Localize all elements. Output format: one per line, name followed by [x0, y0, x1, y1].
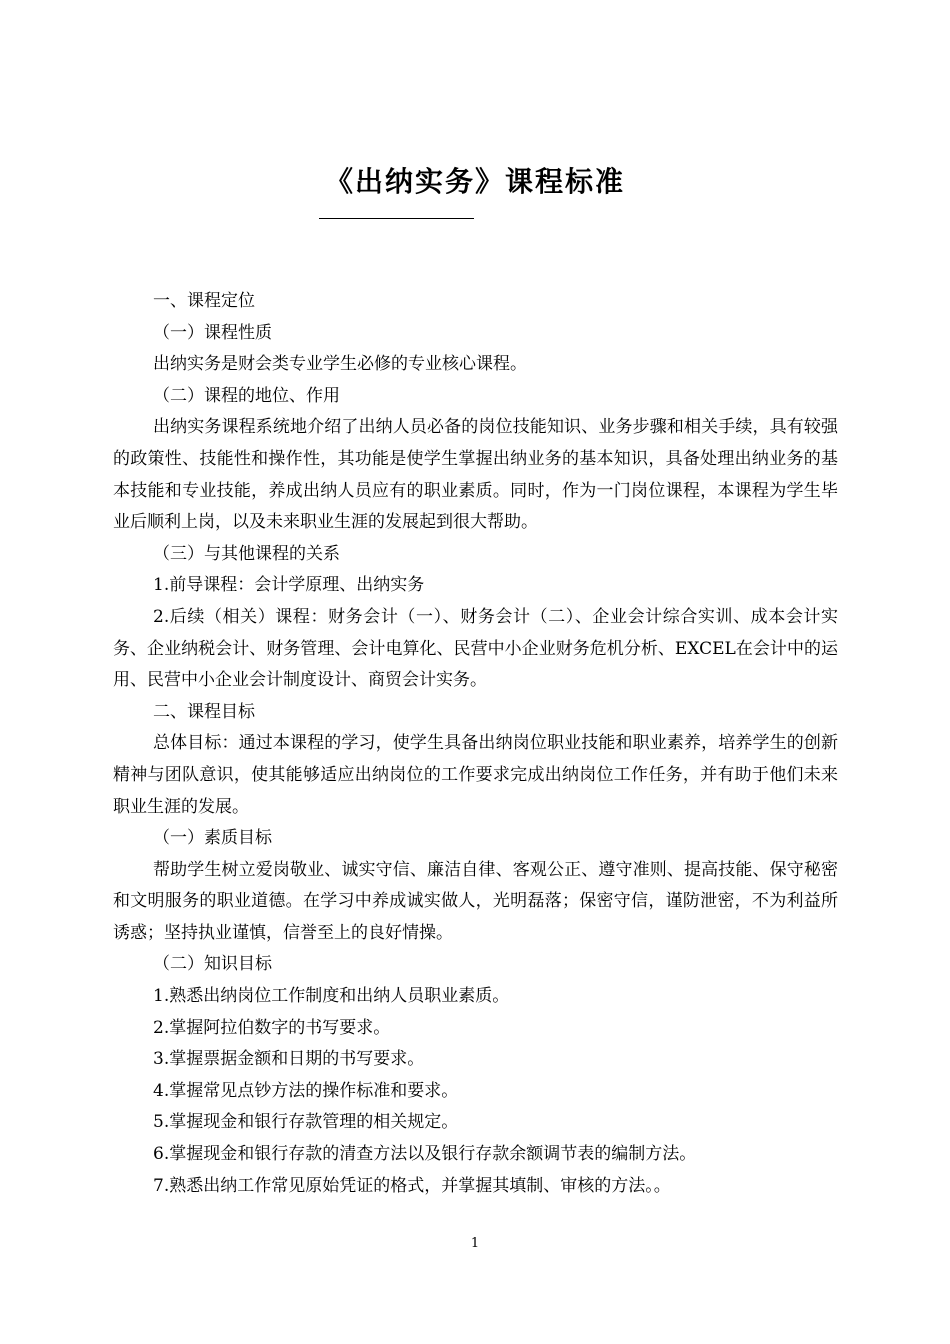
paragraph-overall-objective: 总体目标：通过本课程的学习，使学生具备出纳岗位职业技能和职业素养，培养学生的创新精神与团队意识，使其能够适应出纳岗位的工作要求完成出纳岗位工作任务，并有助于他们未来职业生涯的发展。: [113, 733, 838, 817]
title-underline: [319, 218, 474, 219]
page-number: 1: [470, 1236, 480, 1251]
paragraph-quality-objectives: 帮助学生树立爱岗敬业、诚实守信、廉洁自律、客观公正、遵守准则、提高技能、保守秘密和文明服务的职业道德。在学习中养成诚实做人，光明磊落；保密守信，谨防泄密，不为利益所诱惑；坚持执业谨慎，信誉至上的良好情操。: [113, 859, 838, 943]
list-item-prerequisite-courses: 1.前导课程：会计学原理、出纳实务: [153, 575, 425, 596]
section-heading-course-positioning: 一、课程定位: [153, 291, 255, 311]
list-item-knowledge-7: 7.熟悉出纳工作常见原始凭证的格式，并掌握其填制、审核的方法。。: [153, 1175, 671, 1196]
paragraph-course-role: 出纳实务课程系统地介绍了出纳人员必备的岗位技能知识、业务步骤和相关手续，具有较强的政策性、技能性和操作性，其功能是使学生掌握出纳业务的基本知识，具备处理出纳业务的基本技能和专业技能，养成出纳人员应有的职业素质。同时，作为一门岗位课程，本课程为学生毕业后顺利上岗，以及未来职业生涯的发展起到很大帮助。: [113, 417, 838, 533]
list-item-knowledge-5: 5.掌握现金和银行存款管理的相关规定。: [153, 1112, 459, 1133]
paragraph-course-nature: 出纳实务是财会类专业学生必修的专业核心课程。: [153, 354, 527, 375]
subsection-heading-course-role: （二）课程的地位、作用: [153, 385, 340, 406]
subsection-heading-knowledge-objectives: （二）知识目标: [153, 954, 272, 975]
subsection-heading-course-relations: （三）与其他课程的关系: [153, 543, 340, 564]
subsection-heading-course-nature: （一）课程性质: [153, 322, 272, 343]
document-body: [113, 286, 838, 1202]
list-item-knowledge-6: 6.掌握现金和银行存款的清查方法以及银行存款余额调节表的编制方法。: [153, 1144, 697, 1165]
list-item-knowledge-4: 4.掌握常见点钞方法的操作标准和要求。: [153, 1080, 459, 1101]
list-item-knowledge-1: 1.熟悉出纳岗位工作制度和出纳人员职业素质。: [153, 986, 510, 1007]
document-title: 《出纳实务》课程标准: [324, 165, 625, 198]
section-heading-course-objectives: 二、课程目标: [153, 701, 255, 722]
list-item-knowledge-2: 2.掌握阿拉伯数字的书写要求。: [153, 1017, 391, 1038]
subsection-heading-quality-objectives: （一）素质目标: [153, 828, 272, 849]
list-item-knowledge-3: 3.掌握票据金额和日期的书写要求。: [153, 1049, 425, 1070]
list-item-followup-courses: 2.后续（相关）课程：财务会计（一）、财务会计（二）、企业会计综合实训、成本会计实务、企业纳税会计、财务管理、会计电算化、民营中小企业财务危机分析、EXCEL在会计中的运用、民营中小企业会计制度设计、商贸会计实务。: [113, 606, 838, 691]
